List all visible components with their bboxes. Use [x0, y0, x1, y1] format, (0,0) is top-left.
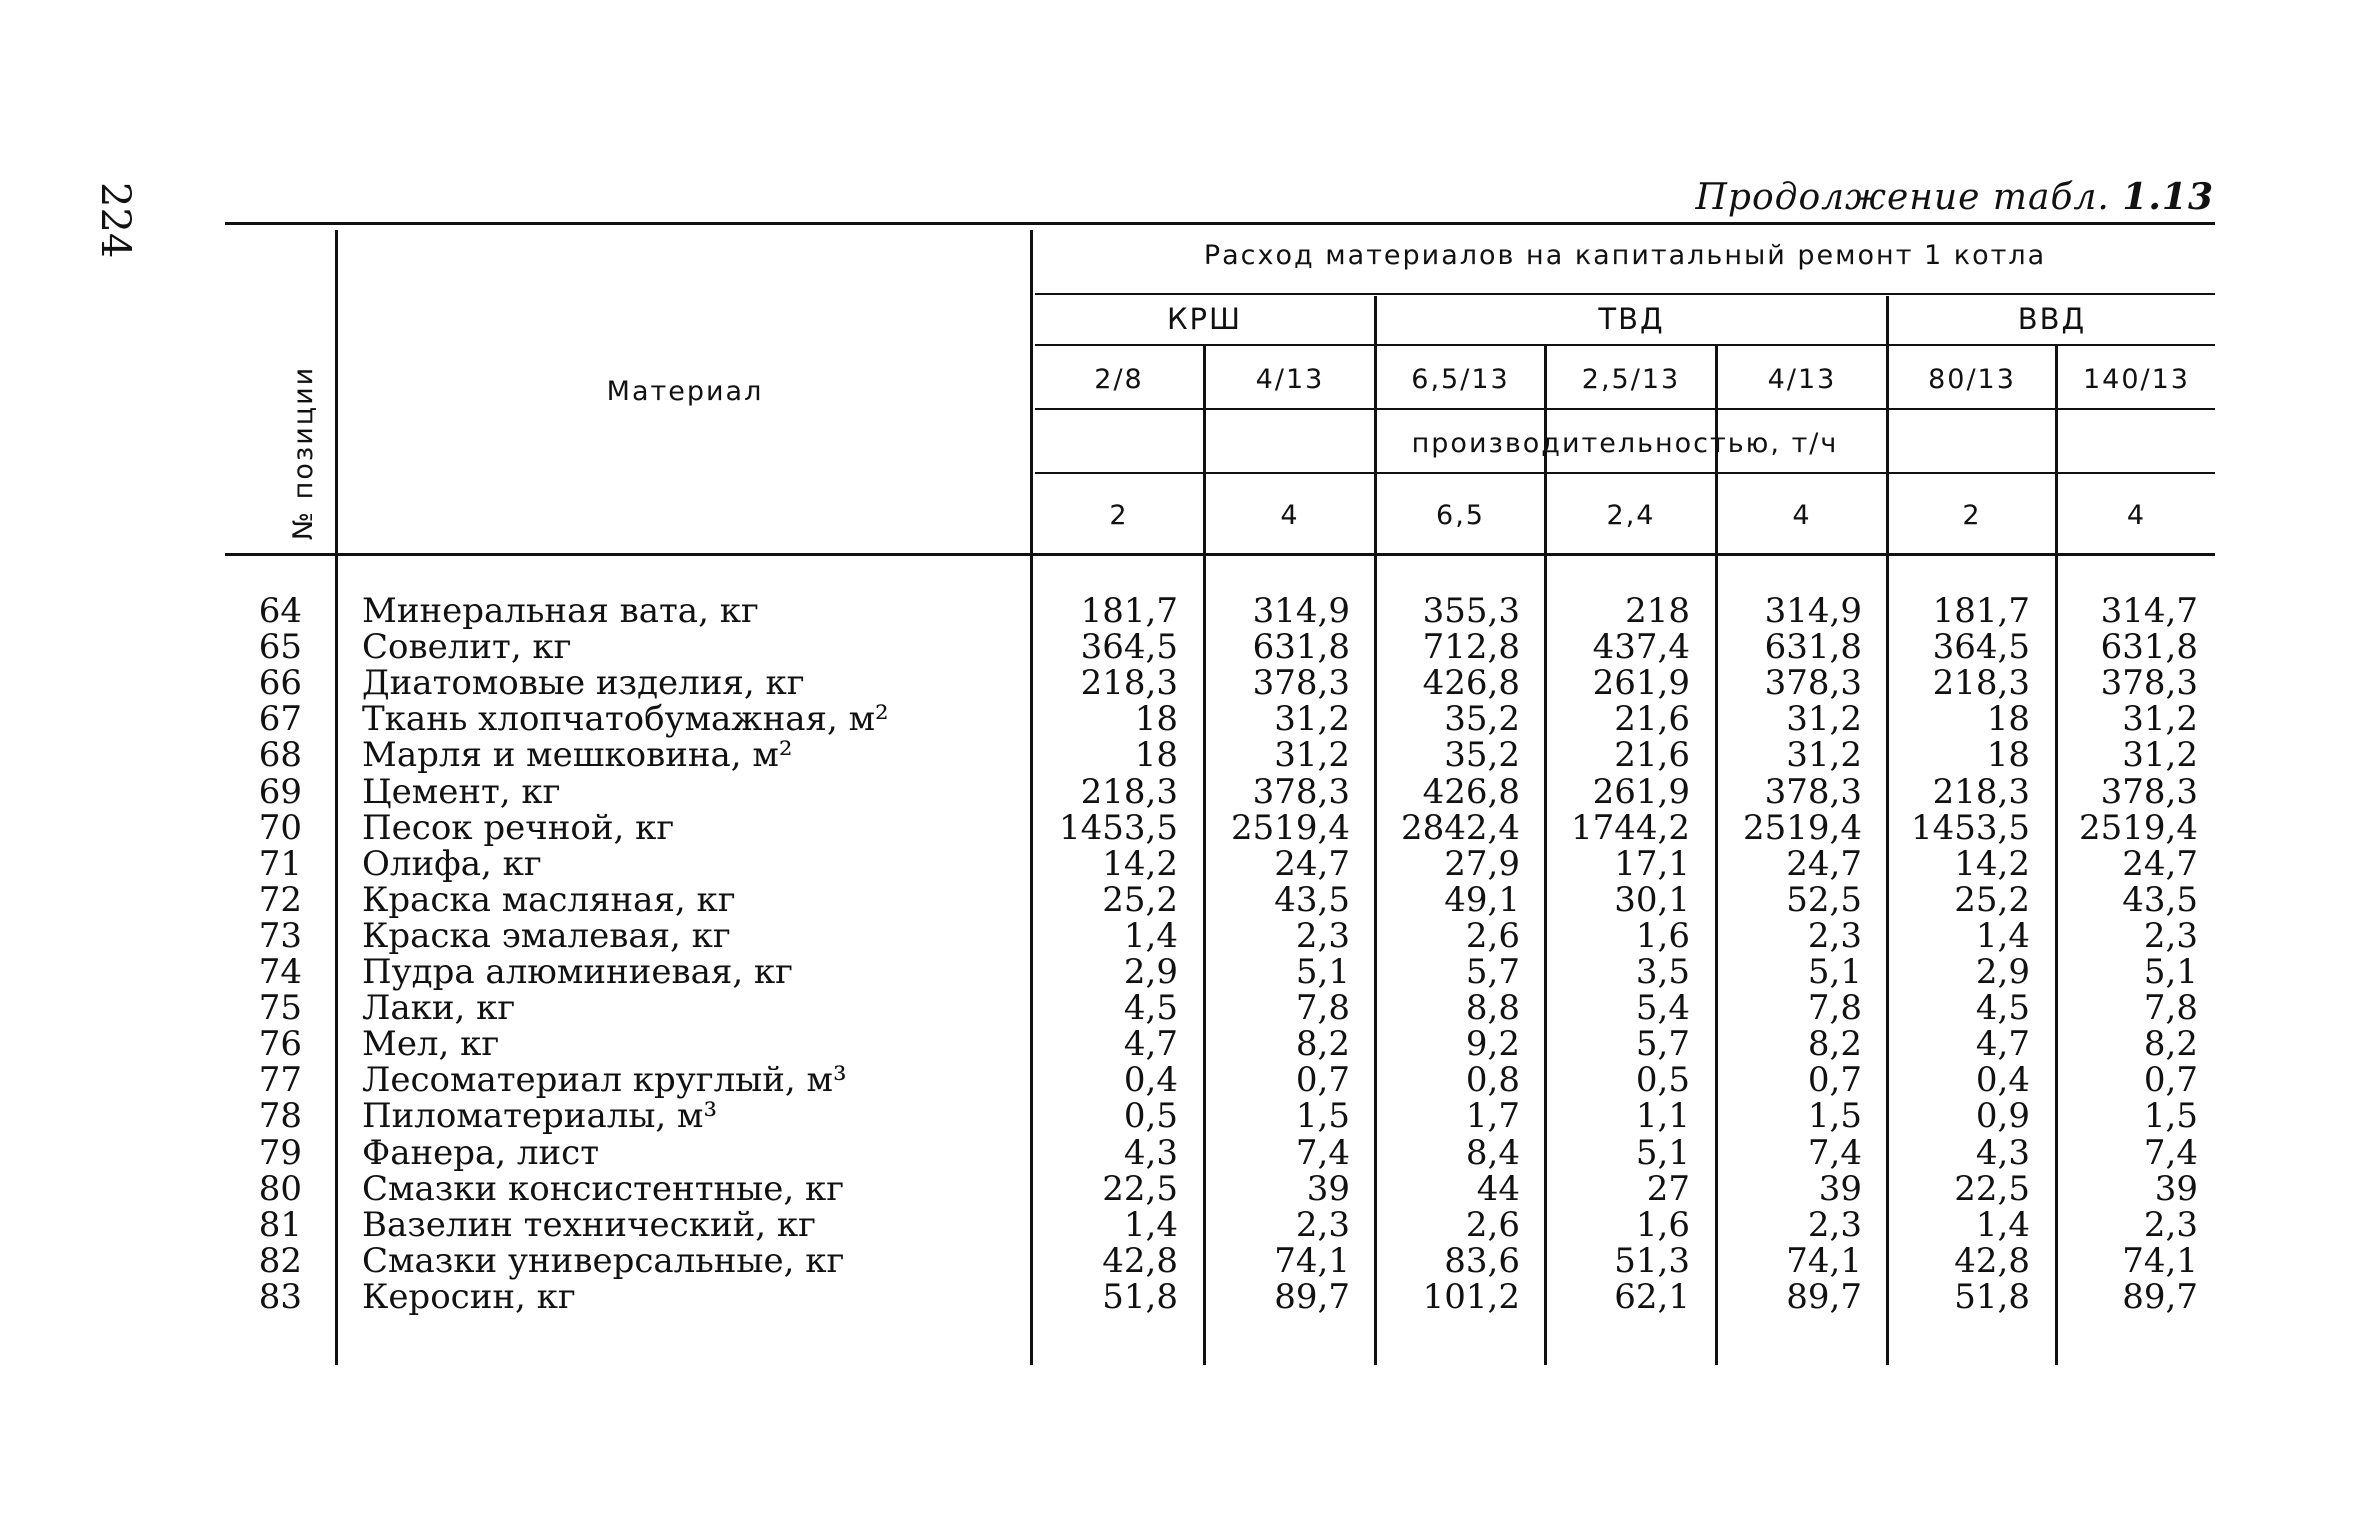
table-row [0, 591, 2362, 631]
value-cell: 1,4 [1123, 1204, 1178, 1245]
value-cell: 0,7 [2143, 1060, 2198, 1101]
capacity-5: 4 [1792, 500, 1812, 531]
value-cell: 0,7 [1295, 1060, 1350, 1101]
value-cell: 4,5 [1123, 988, 1178, 1029]
model-5: 4/13 [1767, 364, 1837, 395]
position-number: 64 [258, 591, 302, 631]
table-row [0, 807, 2362, 848]
value-cell: 74,1 [1274, 1240, 1350, 1281]
value-cell: 2,3 [2143, 1204, 2198, 1245]
value-cell: 8,4 [1465, 1132, 1520, 1173]
value-cell: 1,5 [1295, 1096, 1350, 1137]
value-cell: 14,2 [1102, 843, 1178, 884]
position-number: 72 [258, 879, 302, 920]
value-cell: 2,3 [1807, 1204, 1862, 1245]
value-cell: 0,5 [1123, 1096, 1178, 1137]
table-row [0, 952, 2362, 992]
value-cell: 631,8 [1764, 627, 1862, 668]
value-cell: 5,1 [1807, 952, 1862, 992]
material-name: Фанера, лист [362, 1132, 600, 1173]
value-cell: 18 [1134, 735, 1178, 776]
value-cell: 24,7 [1786, 843, 1862, 884]
value-cell: 31,2 [1786, 735, 1862, 776]
value-cell: 218 [1625, 591, 1690, 631]
caption-prefix: Продолжение табл. [1695, 177, 2110, 218]
capacity-3: 6,5 [1436, 500, 1485, 531]
capacity-4: 2,4 [1606, 500, 1656, 531]
material-name: Совелит, кг [362, 627, 572, 668]
value-cell: 2,9 [1123, 952, 1178, 992]
model-3: 6,5/13 [1411, 364, 1510, 395]
position-number: 77 [258, 1060, 302, 1101]
position-number: 70 [258, 807, 302, 848]
value-cell: 21,6 [1614, 735, 1690, 776]
model-6: 80/13 [1928, 364, 2016, 395]
value-cell: 8,8 [1465, 988, 1520, 1029]
value-cell: 4,7 [1975, 1024, 2030, 1065]
position-number: 79 [258, 1132, 302, 1173]
value-cell: 83,6 [1444, 1240, 1520, 1281]
value-cell: 1,5 [1807, 1096, 1862, 1137]
value-cell: 1453,5 [1059, 807, 1178, 848]
capacity-1: 2 [1109, 500, 1129, 531]
value-cell: 8,2 [2143, 1024, 2198, 1065]
value-cell: 2519,4 [2079, 807, 2198, 848]
value-cell: 5,1 [2143, 952, 2198, 992]
position-number: 78 [258, 1096, 302, 1137]
position-number: 69 [258, 771, 302, 812]
table-row [0, 1276, 2362, 1317]
position-number: 67 [258, 699, 302, 740]
value-cell: 2,6 [1465, 915, 1520, 956]
value-cell: 631,8 [2100, 627, 2198, 668]
value-cell: 4,7 [1123, 1024, 1178, 1065]
value-cell: 355,3 [1422, 591, 1520, 631]
value-cell: 378,3 [1764, 663, 1862, 704]
value-cell: 5,7 [1635, 1024, 1690, 1065]
value-cell: 14,2 [1954, 843, 2030, 884]
group-rule [1035, 344, 2215, 346]
value-cell: 2,3 [1295, 1204, 1350, 1245]
value-cell: 7,8 [2143, 988, 2198, 1029]
value-cell: 42,8 [1954, 1240, 2030, 1281]
value-cell: 2,6 [1465, 1204, 1520, 1245]
position-number: 73 [258, 915, 302, 956]
value-cell: 18 [1134, 699, 1178, 740]
value-cell: 74,1 [1786, 1240, 1862, 1281]
value-cell: 39 [2154, 1168, 2198, 1209]
position-number: 80 [258, 1168, 302, 1209]
value-cell: 1,4 [1975, 915, 2030, 956]
position-header: № позиции [288, 365, 319, 540]
value-cell: 31,2 [1274, 699, 1350, 740]
value-cell: 2519,4 [1743, 807, 1862, 848]
top-rule [225, 222, 2215, 225]
value-cell: 22,5 [1102, 1168, 1178, 1209]
table-row [0, 1096, 2362, 1137]
value-cell: 51,3 [1614, 1240, 1690, 1281]
position-number: 66 [258, 663, 302, 704]
value-cell: 27,9 [1444, 843, 1520, 884]
value-cell: 631,8 [1252, 627, 1350, 668]
value-cell: 22,5 [1954, 1168, 2030, 1209]
value-cell: 1,7 [1465, 1096, 1520, 1137]
value-cell: 7,4 [1807, 1132, 1862, 1173]
material-name: Лаки, кг [362, 988, 516, 1029]
value-cell: 25,2 [1954, 879, 2030, 920]
value-cell: 364,5 [1080, 627, 1178, 668]
value-cell: 5,7 [1465, 952, 1520, 992]
material-name: Цемент, кг [362, 771, 561, 812]
value-cell: 3,5 [1635, 952, 1690, 992]
table-row [0, 627, 2362, 668]
material-name: Керосин, кг [362, 1276, 576, 1317]
value-cell: 7,8 [1295, 988, 1350, 1029]
value-cell: 35,2 [1444, 735, 1520, 776]
position-number: 76 [258, 1024, 302, 1065]
value-cell: 218,3 [1932, 663, 2030, 704]
value-cell: 314,9 [1252, 591, 1350, 631]
value-cell: 39 [1818, 1168, 1862, 1209]
model-1: 2/8 [1094, 364, 1144, 395]
model-7: 140/13 [2083, 364, 2190, 395]
value-cell: 101,2 [1422, 1276, 1520, 1317]
page-number: 224 [92, 182, 138, 259]
expense-rule [1035, 293, 2215, 295]
table-caption [1696, 176, 2214, 218]
group-krsh: КРШ [1166, 302, 1243, 336]
value-cell: 2519,4 [1231, 807, 1350, 848]
material-name: Диатомовые изделия, кг [362, 663, 805, 704]
position-number: 83 [258, 1276, 302, 1317]
position-number: 82 [258, 1240, 302, 1281]
table-row [0, 1132, 2362, 1173]
value-cell: 1,5 [2143, 1096, 2198, 1137]
material-name: Смазки универсальные, кг [362, 1240, 845, 1281]
value-cell: 1453,5 [1911, 807, 2030, 848]
table-row [0, 699, 2362, 740]
model-4: 2,5/13 [1581, 364, 1681, 395]
value-cell: 364,5 [1932, 627, 2030, 668]
value-cell: 181,7 [1932, 591, 2030, 631]
value-cell: 89,7 [2122, 1276, 2198, 1317]
value-cell: 314,7 [2100, 591, 2198, 631]
material-name: Олифа, кг [362, 843, 542, 884]
value-cell: 1,6 [1635, 915, 1690, 956]
group-vvd: ВВД [2017, 302, 2087, 336]
value-cell: 378,3 [2100, 663, 2198, 704]
material-header: Материал [606, 376, 764, 407]
value-cell: 24,7 [1274, 843, 1350, 884]
table-row [0, 1168, 2362, 1209]
value-cell: 426,8 [1422, 771, 1520, 812]
table-row [0, 663, 2362, 704]
value-cell: 2,3 [1807, 915, 1862, 956]
value-cell: 314,9 [1764, 591, 1862, 631]
value-cell: 181,7 [1080, 591, 1178, 631]
material-name: Лесоматериал круглый, м³ [362, 1060, 847, 1101]
value-cell: 7,4 [1295, 1132, 1350, 1173]
value-cell: 17,1 [1614, 843, 1690, 884]
material-name: Краска эмалевая, кг [362, 915, 731, 956]
value-cell: 5,1 [1635, 1132, 1690, 1173]
table-row [0, 915, 2362, 956]
value-cell: 74,1 [2122, 1240, 2198, 1281]
value-cell: 218,3 [1080, 663, 1178, 704]
value-cell: 0,4 [1975, 1060, 2030, 1101]
capacity-2: 4 [1280, 500, 1300, 531]
capacity-header: производительностью, т/ч [1411, 428, 1839, 459]
value-cell: 1744,2 [1571, 807, 1690, 848]
value-cell: 426,8 [1422, 663, 1520, 704]
value-cell: 51,8 [1102, 1276, 1178, 1317]
material-name: Краска масляная, кг [362, 879, 736, 920]
material-name: Минеральная вата, кг [362, 591, 759, 631]
position-number: 65 [258, 627, 302, 668]
value-cell: 1,6 [1635, 1204, 1690, 1245]
material-name: Мел, кг [362, 1024, 500, 1065]
value-cell: 2842,4 [1401, 807, 1520, 848]
value-cell: 218,3 [1932, 771, 2030, 812]
value-cell: 8,2 [1807, 1024, 1862, 1065]
value-cell: 44 [1476, 1168, 1520, 1209]
value-cell: 2,3 [1295, 915, 1350, 956]
value-cell: 261,9 [1592, 771, 1690, 812]
value-cell: 0,8 [1465, 1060, 1520, 1101]
value-cell: 31,2 [2122, 735, 2198, 776]
value-cell: 4,5 [1975, 988, 2030, 1029]
material-name: Вазелин технический, кг [362, 1204, 816, 1245]
position-number: 74 [258, 952, 302, 992]
value-cell: 43,5 [2122, 879, 2198, 920]
table-row [0, 1024, 2362, 1065]
value-cell: 4,3 [1123, 1132, 1178, 1173]
value-cell: 51,8 [1954, 1276, 2030, 1317]
value-cell: 89,7 [1786, 1276, 1862, 1317]
value-cell: 18 [1986, 735, 2030, 776]
value-cell: 9,2 [1465, 1024, 1520, 1065]
value-cell: 24,7 [2122, 843, 2198, 884]
value-cell: 52,5 [1786, 879, 1862, 920]
table-row [0, 771, 2362, 812]
expense-header: Расход материалов на капитальный ремонт 1 котла [1203, 240, 2047, 271]
material-name: Пудра алюминиевая, кг [362, 952, 793, 992]
table-row [0, 879, 2362, 920]
value-cell: 5,4 [1635, 988, 1690, 1029]
value-cell: 31,2 [1274, 735, 1350, 776]
value-cell: 31,2 [1786, 699, 1862, 740]
value-cell: 5,1 [1295, 952, 1350, 992]
value-cell: 0,7 [1807, 1060, 1862, 1101]
value-cell: 62,1 [1614, 1276, 1690, 1317]
value-cell: 8,2 [1295, 1024, 1350, 1065]
material-name: Песок речной, кг [362, 807, 675, 848]
value-cell: 1,4 [1975, 1204, 2030, 1245]
model-2: 4/13 [1255, 364, 1325, 395]
caption-table-number: 1.13 [2122, 176, 2214, 218]
value-cell: 0,4 [1123, 1060, 1178, 1101]
value-cell: 1,1 [1635, 1096, 1690, 1137]
value-cell: 21,6 [1614, 699, 1690, 740]
value-cell: 378,3 [1764, 771, 1862, 812]
position-number: 68 [258, 735, 302, 776]
position-number: 81 [258, 1204, 302, 1245]
value-cell: 27 [1646, 1168, 1690, 1209]
value-cell: 49,1 [1444, 879, 1520, 920]
value-cell: 39 [1306, 1168, 1350, 1209]
value-cell: 7,8 [1807, 988, 1862, 1029]
capacity-6: 2 [1962, 500, 1982, 531]
table-row [0, 988, 2362, 1029]
position-number: 71 [258, 843, 302, 884]
material-name: Марля и мешковина, м² [362, 735, 793, 776]
material-name: Ткань хлопчатобумажная, м² [362, 699, 889, 740]
value-cell: 0,5 [1635, 1060, 1690, 1101]
value-cell: 42,8 [1102, 1240, 1178, 1281]
value-cell: 712,8 [1422, 627, 1520, 668]
value-cell: 437,4 [1592, 627, 1690, 668]
table-row [0, 1060, 2362, 1101]
model-rule [1035, 408, 2215, 410]
table-row [0, 735, 2362, 776]
value-cell: 31,2 [2122, 699, 2198, 740]
value-cell: 218,3 [1080, 771, 1178, 812]
value-cell: 378,3 [2100, 771, 2198, 812]
capacity-rule [1035, 472, 2215, 474]
table-row [0, 843, 2362, 884]
material-name: Смазки консистентные, кг [362, 1168, 845, 1209]
value-cell: 0,9 [1975, 1096, 2030, 1137]
value-cell: 35,2 [1444, 699, 1520, 740]
value-cell: 43,5 [1274, 879, 1350, 920]
header-bottom-rule [225, 553, 2215, 556]
value-cell: 378,3 [1252, 663, 1350, 704]
group-tvd: ТВД [1598, 302, 1665, 336]
capacity-7: 4 [2126, 500, 2147, 531]
value-cell: 1,4 [1123, 915, 1178, 956]
material-name: Пиломатериалы, м³ [362, 1096, 718, 1137]
value-cell: 25,2 [1102, 879, 1178, 920]
position-number: 75 [258, 988, 302, 1029]
table-row [0, 1204, 2362, 1245]
value-cell: 4,3 [1975, 1132, 2030, 1173]
value-cell: 30,1 [1614, 879, 1690, 920]
value-cell: 89,7 [1274, 1276, 1350, 1317]
table-row [0, 1240, 2362, 1281]
value-cell: 7,4 [2143, 1132, 2198, 1173]
value-cell: 261,9 [1592, 663, 1690, 704]
value-cell: 378,3 [1252, 771, 1350, 812]
value-cell: 18 [1986, 699, 2030, 740]
value-cell: 2,9 [1975, 952, 2030, 992]
value-cell: 2,3 [2143, 915, 2198, 956]
